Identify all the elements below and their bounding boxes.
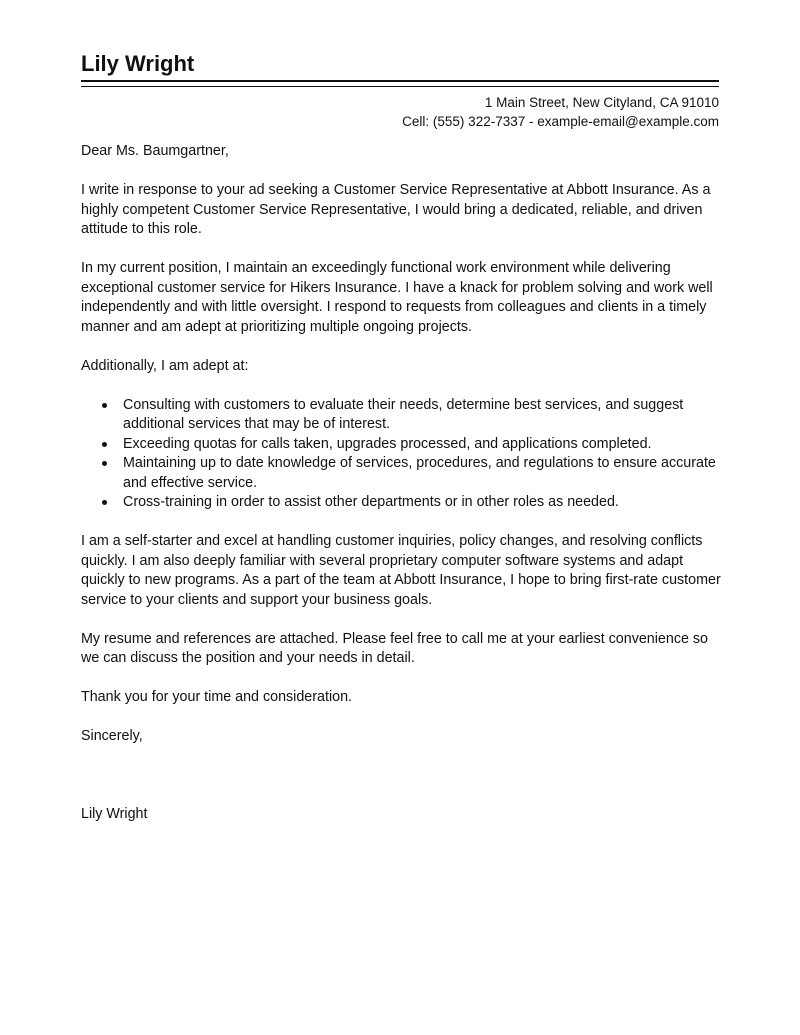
contact-block — [402, 93, 719, 131]
list-item-text: Exceeding quotas for calls taken, upgrades processed, and applications completed. — [123, 435, 652, 452]
skills-list — [81, 396, 721, 513]
paragraph-outro-2: My resume and references are attached. Please feel free to call me at your earliest convenience so we can discuss the position and your needs in detail. — [81, 630, 709, 666]
bullet-icon — [102, 500, 107, 505]
sender-contact-line: Cell: (555) 322-7337 - example-email@example.com — [402, 114, 719, 129]
header-rule-thin — [81, 86, 719, 87]
paragraph-intro-2: In my current position, I maintain an exceedingly functional work environment while delivering exceptional customer service for Hikers Insurance. I have a knack for problem solving and work well independently and with little oversight. I respond to requests from colleagues and clients in a timely manner and am adept at prioritizing multiple ongoing projects. — [81, 260, 713, 335]
header-rule-thick — [81, 80, 719, 82]
list-item-text: Cross-training in order to assist other departments or in other roles as needed. — [123, 494, 619, 510]
paragraph-intro-3: Additionally, I am adept at: — [81, 357, 249, 374]
bullet-icon — [102, 442, 107, 447]
list-item-text: Maintaining up to date knowledge of services, procedures, and regulations to ensure accurate and effective service. — [123, 455, 716, 491]
list-item — [81, 454, 721, 493]
list-item — [81, 396, 721, 435]
sender-name: Lily Wright — [81, 51, 195, 76]
bullet-icon — [102, 461, 107, 466]
letter-body — [81, 142, 721, 844]
closing: Sincerely, — [81, 728, 143, 744]
signature-name: Lily Wright — [81, 806, 148, 822]
list-item — [81, 435, 721, 455]
bullet-icon — [102, 403, 107, 408]
paragraph-outro-3: Thank you for your time and consideration. — [81, 689, 352, 705]
list-item — [81, 493, 721, 513]
paragraph-intro-1: I write in response to your ad seeking a Customer Service Representative at Abbott Insurance. As a highly competent Customer Service Representative, I would bring a dedicated, reliable, and driven attitude to this role. — [81, 182, 711, 237]
salutation: Dear Ms. Baumgartner, — [81, 143, 229, 159]
signature-space — [81, 766, 721, 805]
list-item-text: Consulting with customers to evaluate their needs, determine best services, and suggest additional services that may be of interest. — [123, 396, 684, 432]
paragraph-outro-1: I am a self-starter and excel at handling customer inquiries, policy changes, and resolving conflicts quickly. I am also deeply familiar with several proprietary computer software systems and adapt quickly to new programs. As a part of the team at Abbott Insurance, I hope to bring first-rate customer service to your clients and support your business goals. — [81, 533, 721, 608]
sender-address: 1 Main Street, New Cityland, CA 91010 — [484, 95, 719, 110]
